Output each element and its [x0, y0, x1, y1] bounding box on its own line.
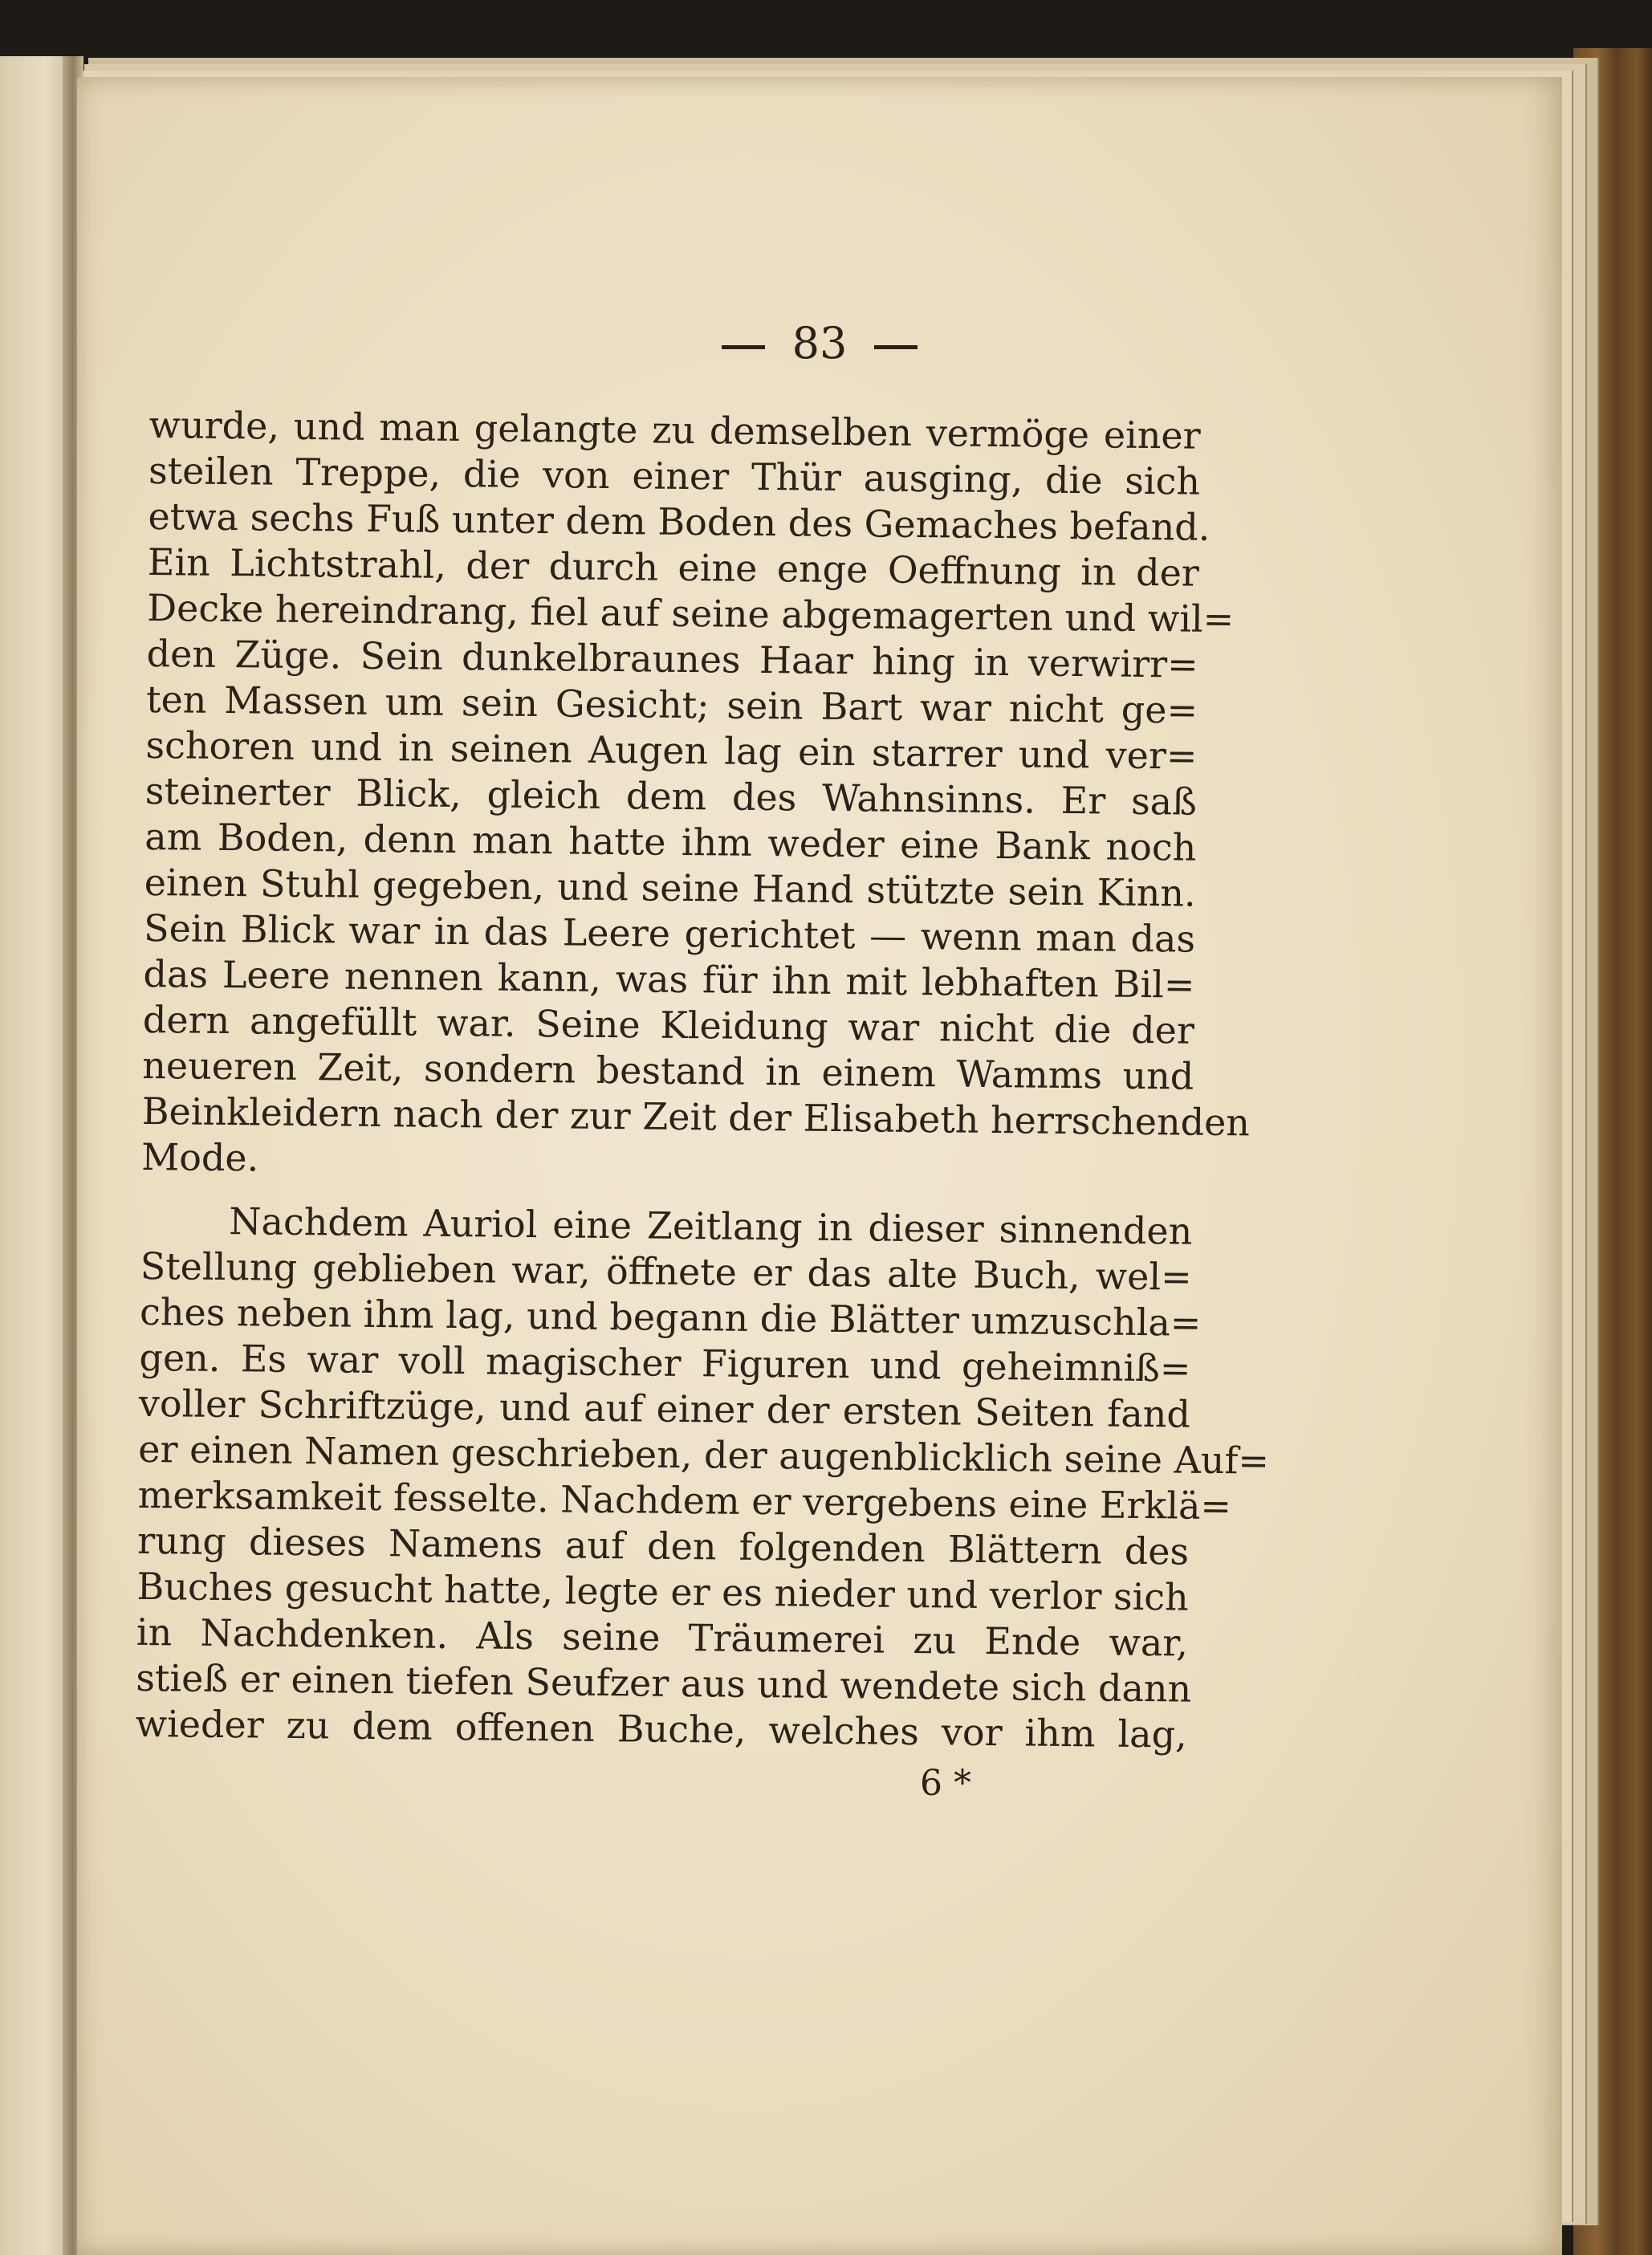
text-line: das Leere nennen kann, was für ihn mit lebhaften Bil=: [143, 951, 1195, 1007]
text-line: steinerter Blick, gleich dem des Wahnsinns. Er saß: [144, 768, 1198, 824]
text-line: dern angefüllt war. Seine Kleidung war nicht die der: [142, 997, 1195, 1052]
text-line: wieder zu dem offenen Buche, welches vor ihm lag,: [135, 1701, 1187, 1756]
text-line: wurde, und man gelangte zu demselben vermöge einer: [149, 402, 1201, 458]
text-line: Buches gesucht hatte, legte er es nieder und verlor sich: [136, 1564, 1190, 1619]
text-line: Stellung geblieben war, öffnete er das alte Buch, wel=: [140, 1244, 1192, 1299]
text-line: am Boden, denn man hatte ihm weder eine Bank noch: [144, 814, 1197, 869]
text-line: rung dieses Namens auf den folgenden Blättern des: [136, 1518, 1190, 1573]
text-line: ten Massen um sein Gesicht; sein Bart war nicht ge=: [145, 677, 1198, 732]
body-text: [135, 402, 1270, 1758]
text-line: Decke hereindrang, fiel auf seine abgemagerten und wil=: [147, 585, 1235, 641]
text-line: steilen Treppe, die von einer Thür ausging, die sich: [148, 448, 1201, 503]
printer-signature-mark: 6 *: [920, 1763, 971, 1804]
text-line: neueren Zeit, sondern bestand in einem Wamms und: [142, 1043, 1194, 1098]
text-line: den Züge. Sein dunkelbraunes Haar hing in verwirr=: [146, 631, 1198, 686]
text-line: Beinkleidern nach der zur Zeit der Elisabeth herrschenden: [141, 1089, 1251, 1145]
text-line: voller Schriftzüge, und auf einer der ersten Seiten fand: [138, 1381, 1191, 1436]
text-line: gen. Es war voll magischer Figuren und geheimniß=: [139, 1335, 1191, 1390]
text-line: in Nachdenken. Als seine Träumerei zu Ende war,: [136, 1610, 1189, 1665]
text-line: Sein Blick war in das Leere gerichtet — wenn man das: [143, 906, 1196, 961]
dash-right: [874, 345, 918, 349]
recto-page: [77, 77, 1562, 2255]
text-line: ches neben ihm lag, und begann die Blätter umzuschla=: [139, 1289, 1202, 1345]
text-line: Mode.: [140, 1134, 259, 1180]
text-line: einen Stuhl gegeben, und seine Hand stützte sein Kinn.: [144, 860, 1196, 915]
text-line: er einen Namen geschrieben, der augenblicklich seine Auf=: [138, 1427, 1270, 1483]
text-line: merksamkeit fesselte. Nachdem er vergebens eine Erklä=: [137, 1472, 1232, 1528]
text-line: schoren und in seinen Augen lag ein starrer und ver=: [145, 722, 1198, 778]
paragraph: [140, 402, 1251, 1191]
text-line: stieß er einen tiefen Seufzer aus und wendete sich dann: [136, 1655, 1192, 1711]
text-line: Ein Lichtstrahl, der durch eine enge Oeffnung in der: [147, 539, 1200, 595]
text-line: etwa sechs Fuß unter dem Boden des Gemaches befand.: [148, 494, 1211, 549]
page-number-header: [77, 318, 1562, 368]
paragraph: [135, 1198, 1270, 1758]
dash-left: [722, 345, 765, 349]
page-number: 83: [791, 318, 848, 368]
text-line: Nachdem Auriol eine Zeitlang in dieser sinnenden: [229, 1199, 1193, 1253]
